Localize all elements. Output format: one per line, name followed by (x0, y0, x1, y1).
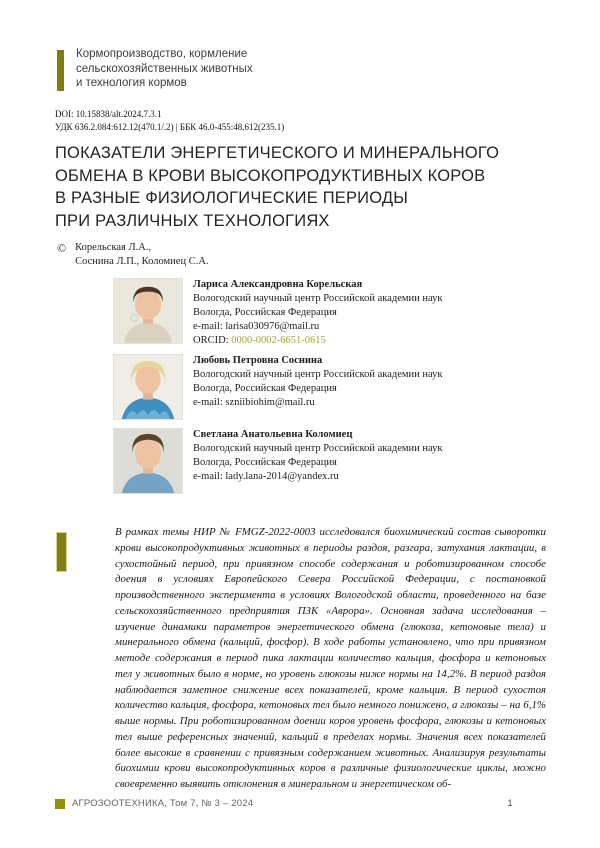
author-block-kolomiets (113, 428, 493, 494)
abstract-accent-bar (57, 533, 66, 571)
author-city: Вологда, Российская Федерация (193, 307, 337, 318)
copyright-block (57, 241, 209, 269)
footer-journal-title: АГРОЗООТЕХНИКА, Том 7, № 3 – 2024 (72, 798, 254, 809)
author-name: Лариса Александровна Корельская (193, 279, 363, 290)
author-affiliation: Вологодский научный центр Российской академии наук (193, 369, 443, 380)
category-line: сельскохозяйственных животных (76, 62, 253, 75)
title-line: ПРИ РАЗЛИЧНЫХ ТЕХНОЛОГИЯХ (55, 211, 330, 230)
category-heading (76, 47, 253, 91)
author-name: Светлана Анатольевна Коломиец (193, 429, 353, 440)
orcid-label: ORCID: (193, 335, 232, 346)
author-affiliation: Вологодский научный центр Российской академии наук (193, 293, 443, 304)
article-title (55, 142, 499, 232)
category-accent-bar (57, 50, 64, 91)
category-line: Кормопроизводство, кормление (76, 48, 248, 60)
author-email: e-mail: lady.lana-2014@yandex.ru (193, 471, 339, 482)
copyright-icon: © (57, 241, 67, 255)
category-line: и технология кормов (76, 77, 187, 89)
title-line: В РАЗНЫЕ ФИЗИОЛОГИЧЕСКИЕ ПЕРИОДЫ (55, 189, 409, 207)
abstract-text: В рамках темы НИР № FMGZ-2022-0003 исследовался биохимический состав сыворотки крови высокопродуктивных животных в периоды раздоя, разгара, затухания лактации, в сухостойный период, при привязном способе содержания и роботизированном способе доения в условиях Европейского Севера Российской Федерации, с постановкой производственного эксперимента в условиях Вологодской области, проведенного на базе сельскохозяйственного предприятия ПЗК «Аврора». Основная задача исследования – изучение динамики параметров энергетического обмена (глюкоза, кетоновые тела) и минерального обмена (кальций, фосфор). В ходе работы установлено, что при привязном методе содержания в период пика лактации количество кальция, фосфора и кетоновых тел у животных было в норме, но уровень глюкозы ниже нормы на 14,2%. В период раздоя наблюдается заметное снижение всех показателей, кроме кальция. В период сухостоя количество кальция, фосфора, кетоновых тел было немного понижено, а глюкозы – на 6,1% выше нормы. При роботизированном доении коров уровень фосфора, глюкозы и кетоновых тел выше референсных значений, кальций в пределах нормы. Значения всех показателей более высокие в сравнении с привязным содержанием животных. Анализируя результаты биохимии крови высокопродуктивных коров в различные физиологические циклы, можно своевременно выявить отклонения в минеральном и энергетическом об- (115, 526, 546, 790)
portrait-placeholder-icon (114, 279, 182, 343)
article-meta (55, 108, 284, 134)
copyright-authors-line: Корельская Л.А., (75, 242, 152, 253)
author-block-korelskaya (113, 278, 493, 348)
author-photo-sosnina (113, 354, 183, 420)
author-photo-kolomiets (113, 428, 183, 494)
author-photo-korelskaya (113, 278, 183, 344)
page-number: 1 (507, 798, 513, 809)
author-name: Любовь Петровна Соснина (193, 355, 323, 366)
udk-bbk-line: УДК 636.2.084:612.12(470.1/.2) | ББК 46.0-455:48.612(235.1) (55, 122, 285, 132)
author-email: e-mail: larisa030976@mail.ru (193, 321, 320, 332)
author-city: Вологда, Российская Федерация (193, 457, 337, 468)
copyright-authors-line: Соснина Л.П., Коломиец С.А. (75, 256, 209, 267)
author-email: e-mail: szniibiohim@mail.ru (193, 397, 315, 408)
doi-line: DOI: 10.15838/alt.2024.7.3.1 (55, 109, 162, 119)
author-orcid-line (193, 334, 493, 348)
footer-accent-square (55, 799, 65, 809)
portrait-placeholder-icon (114, 429, 182, 493)
portrait-placeholder-icon (114, 355, 182, 419)
author-block-sosnina (113, 354, 493, 420)
author-city: Вологда, Российская Федерация (193, 383, 337, 394)
title-line: ПОКАЗАТЕЛИ ЭНЕРГЕТИЧЕСКОГО И МИНЕРАЛЬНОГО (55, 144, 500, 162)
author-affiliation: Вологодский научный центр Российской академии наук (193, 443, 443, 454)
title-line: ОБМЕНА В КРОВИ ВЫСОКОПРОДУКТИВНЫХ КОРОВ (55, 166, 486, 185)
orcid-link[interactable]: 0000-0002-6651-0615 (231, 335, 326, 346)
